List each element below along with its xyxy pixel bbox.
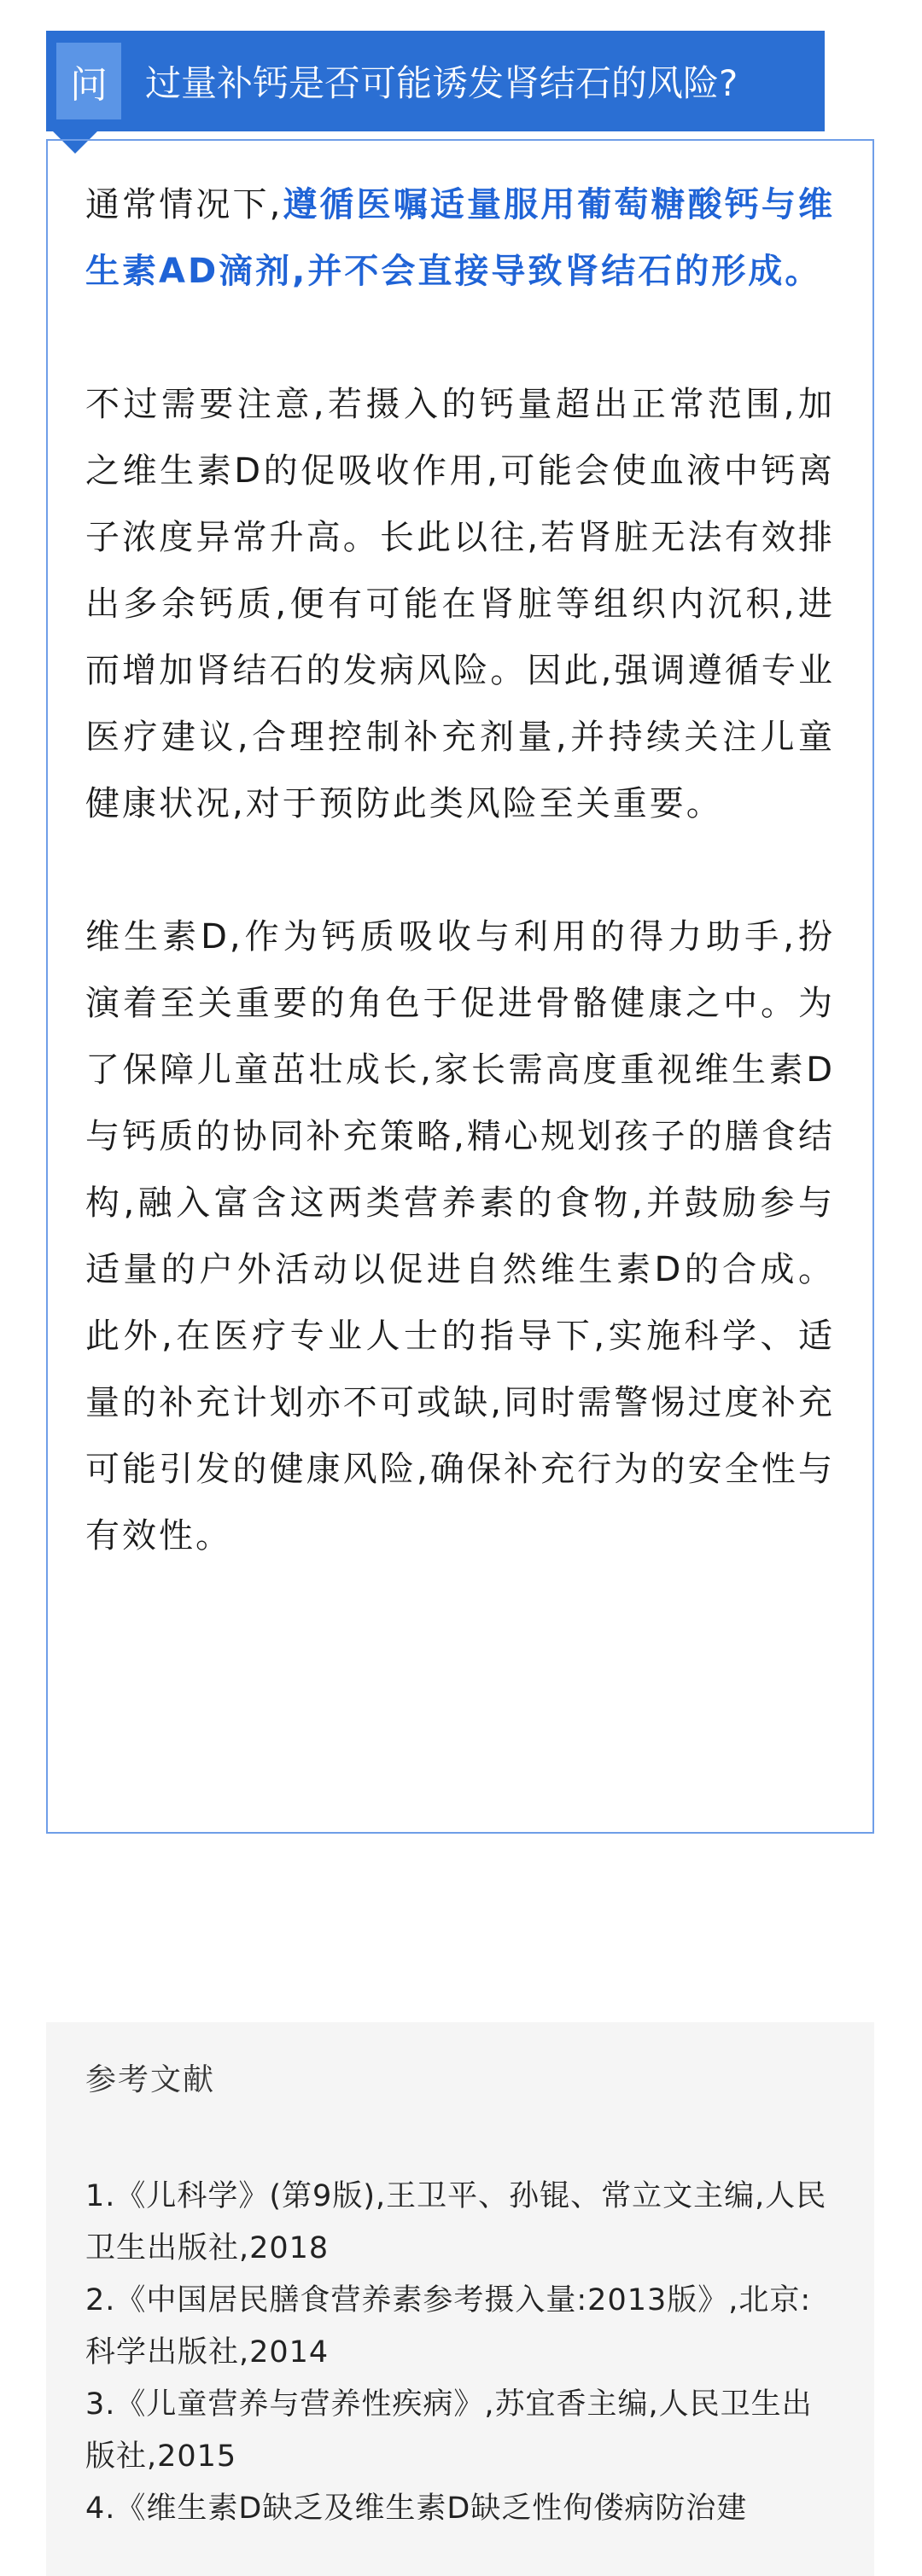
reference-item: 4.《维生素D缺乏及维生素D缺乏性佝偻病防治建 bbox=[85, 2492, 748, 2526]
question-title: 过量补钙是否可能诱发肾结石的风险? bbox=[145, 62, 738, 104]
question-header bbox=[46, 31, 825, 131]
answer-box bbox=[46, 139, 874, 1834]
question-badge: 问 bbox=[56, 43, 121, 119]
answer-p1-highlight: 遵循医嘱适量服用葡萄糖酸钙与维生素AD滴剂,并不会直接导致肾结石的形成。 bbox=[85, 185, 836, 291]
answer-p1-prefix: 通常情况下, bbox=[85, 185, 283, 224]
answer-paragraph-1 bbox=[85, 172, 835, 305]
references-title: 参考文献 bbox=[85, 2062, 216, 2097]
reference-item: 3.《儿童营养与营养性疾病》,苏宜香主编,人民卫生出版社,2015 bbox=[85, 2387, 813, 2474]
answer-paragraph-2: 不过需要注意,若摄入的钙量超出正常范围,加之维生素D的促吸收作用,可能会使血液中钙离子浓度异常升高。长此以往,若肾脏无法有效排出多余钙质,便有可能在肾脏等组织内沉积,进而增加肾结石的发病风险。因此,强调遵循专业医疗建议,合理控制补充剂量,并持续关注儿童健康状况,对于预防此类风险至关重要。 bbox=[85, 385, 835, 823]
references-list bbox=[85, 2171, 835, 2535]
references-section bbox=[46, 2022, 874, 2576]
reference-item: 1.《儿科学》(第9版),王卫平、孙锟、常立文主编,人民卫生出版社,2018 bbox=[85, 2179, 827, 2265]
answer-paragraph-3: 维生素D,作为钙质吸收与利用的得力助手,扮演着至关重要的角色于促进骨骼健康之中。为了保障儿童茁壮成长,家长需高度重视维生素D与钙质的协同补充策略,精心规划孩子的膳食结构,融入富含这两类营养素的食物,并鼓励参与适量的户外活动以促进自然维生素D的合成。此外,在医疗专业人士的指导下,实施科学、适量的补充计划亦不可或缺,同时需警惕过度补充可能引发的健康风险,确保补充行为的安全性与有效性。 bbox=[85, 917, 835, 1555]
reference-item: 2.《中国居民膳食营养素参考摄入量:2013版》,北京:科学出版社,2014 bbox=[85, 2283, 812, 2370]
